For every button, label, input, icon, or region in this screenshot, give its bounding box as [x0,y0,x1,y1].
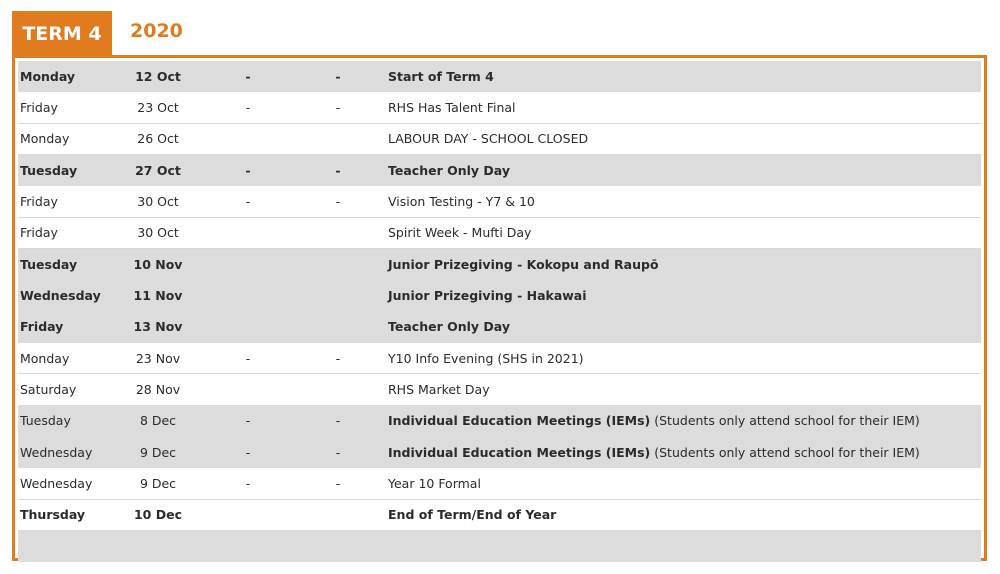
date-cell: 30 Oct [137,225,179,241]
separator-cell: - [335,68,341,84]
separator-cell: - [245,350,251,366]
table-row [18,406,981,437]
separator-cell: - [335,444,341,460]
separator-cell [333,280,343,310]
table-footer-fill [18,531,981,562]
day-cell: Wednesday [20,287,101,303]
separator-cell [243,280,253,310]
separator-cell [243,124,253,154]
event-title: Y10 Info Evening (SHS in 2021) [388,350,584,366]
event-cell [388,155,978,185]
date-cell: 10 Dec [133,507,182,523]
table-row [18,500,981,531]
day-cell: Tuesday [20,413,71,429]
separator-cell: - [335,162,341,178]
event-note: (Students only attend school for their IEM) [654,444,920,460]
date-cell: 26 Oct [137,131,179,147]
date-cell: 23 Nov [135,350,181,366]
separator-cell: - [335,475,341,491]
event-cell [388,124,978,154]
event-cell [388,374,978,404]
table-row [18,468,981,499]
day-cell: Friday [20,225,58,241]
day-cell: Friday [20,99,58,115]
table-row [18,186,981,217]
term-calendar-table [12,55,987,561]
table-row [18,312,981,343]
day-cell: Tuesday [20,256,78,272]
table-row [18,280,981,311]
date-cell: 28 Nov [135,381,181,397]
event-cell [388,406,978,436]
separator-cell: - [335,350,341,366]
separator-cell: - [245,475,251,491]
day-cell: Saturday [20,381,77,397]
event-title: End of Term/End of Year [388,507,557,523]
separator-cell: - [335,413,341,429]
separator-cell [333,312,343,342]
date-cell: 11 Nov [133,287,183,303]
event-title: Junior Prizegiving - Kokopu and Raupō [388,256,659,272]
event-cell [388,249,978,279]
separator-cell [333,374,343,404]
table-row [18,124,981,155]
separator-cell: - [245,99,251,115]
table-row [18,92,981,123]
separator-cell [243,249,253,279]
date-cell: 12 Oct [135,68,181,84]
day-cell: Friday [20,319,64,335]
event-title: LABOUR DAY - SCHOOL CLOSED [388,131,589,147]
event-cell [388,343,978,373]
date-cell: 9 Dec [139,444,177,460]
event-cell [388,280,978,310]
day-cell: Monday [20,131,70,147]
event-cell [388,61,978,91]
day-cell: Monday [20,350,70,366]
table-row [18,155,981,186]
separator-cell [243,374,253,404]
event-title: Teacher Only Day [388,162,510,178]
day-cell: Monday [20,68,76,84]
date-cell: 27 Oct [135,162,181,178]
date-cell: 10 Nov [133,256,183,272]
event-cell [388,186,978,216]
separator-cell: - [245,413,251,429]
separator-cell: - [335,99,341,115]
event-cell [388,468,978,498]
table-row [18,218,981,249]
date-cell: 30 Oct [137,193,179,209]
day-cell: Wednesday [20,475,93,491]
day-cell: Wednesday [20,444,93,460]
table-body [18,61,981,562]
event-cell [388,437,978,467]
separator-cell: - [245,162,251,178]
day-cell: Thursday [20,507,86,523]
table-row [18,61,981,92]
table-row [18,343,981,374]
separator-cell: - [245,68,251,84]
event-cell [388,92,978,122]
event-note: (Students only attend school for their IEM) [654,413,920,429]
event-cell [388,312,978,342]
separator-cell [333,249,343,279]
event-title: Individual Education Meetings (IEMs) [388,444,651,460]
day-cell: Friday [20,193,58,209]
separator-cell [333,218,343,248]
event-title: Spirit Week - Mufti Day [388,225,532,241]
event-title: RHS Has Talent Final [388,99,516,115]
table-row [18,374,981,405]
date-cell: 8 Dec [139,413,177,429]
separator-cell [243,500,253,530]
date-cell: 9 Dec [139,475,177,491]
event-title: Year 10 Formal [388,475,481,491]
date-cell: 23 Oct [137,99,179,115]
table-row [18,249,981,280]
separator-cell [243,312,253,342]
event-cell [388,500,978,530]
event-title: RHS Market Day [388,381,490,397]
term-tab [12,11,112,57]
separator-cell [333,124,343,154]
table-row [18,437,981,468]
event-title: Start of Term 4 [388,68,494,84]
event-title: Teacher Only Day [388,319,510,335]
separator-cell [333,500,343,530]
event-title: Individual Education Meetings (IEMs) [388,413,651,429]
event-title: Junior Prizegiving - Hakawai [388,287,587,303]
separator-cell: - [335,193,341,209]
date-cell: 13 Nov [133,319,183,335]
term-label: TERM 4 [22,23,102,45]
separator-cell [243,218,253,248]
event-title: Vision Testing - Y7 & 10 [388,193,535,209]
day-cell: Tuesday [20,162,78,178]
separator-cell: - [245,444,251,460]
event-cell [388,218,978,248]
separator-cell: - [245,193,251,209]
year-label: 2020 [130,20,183,42]
